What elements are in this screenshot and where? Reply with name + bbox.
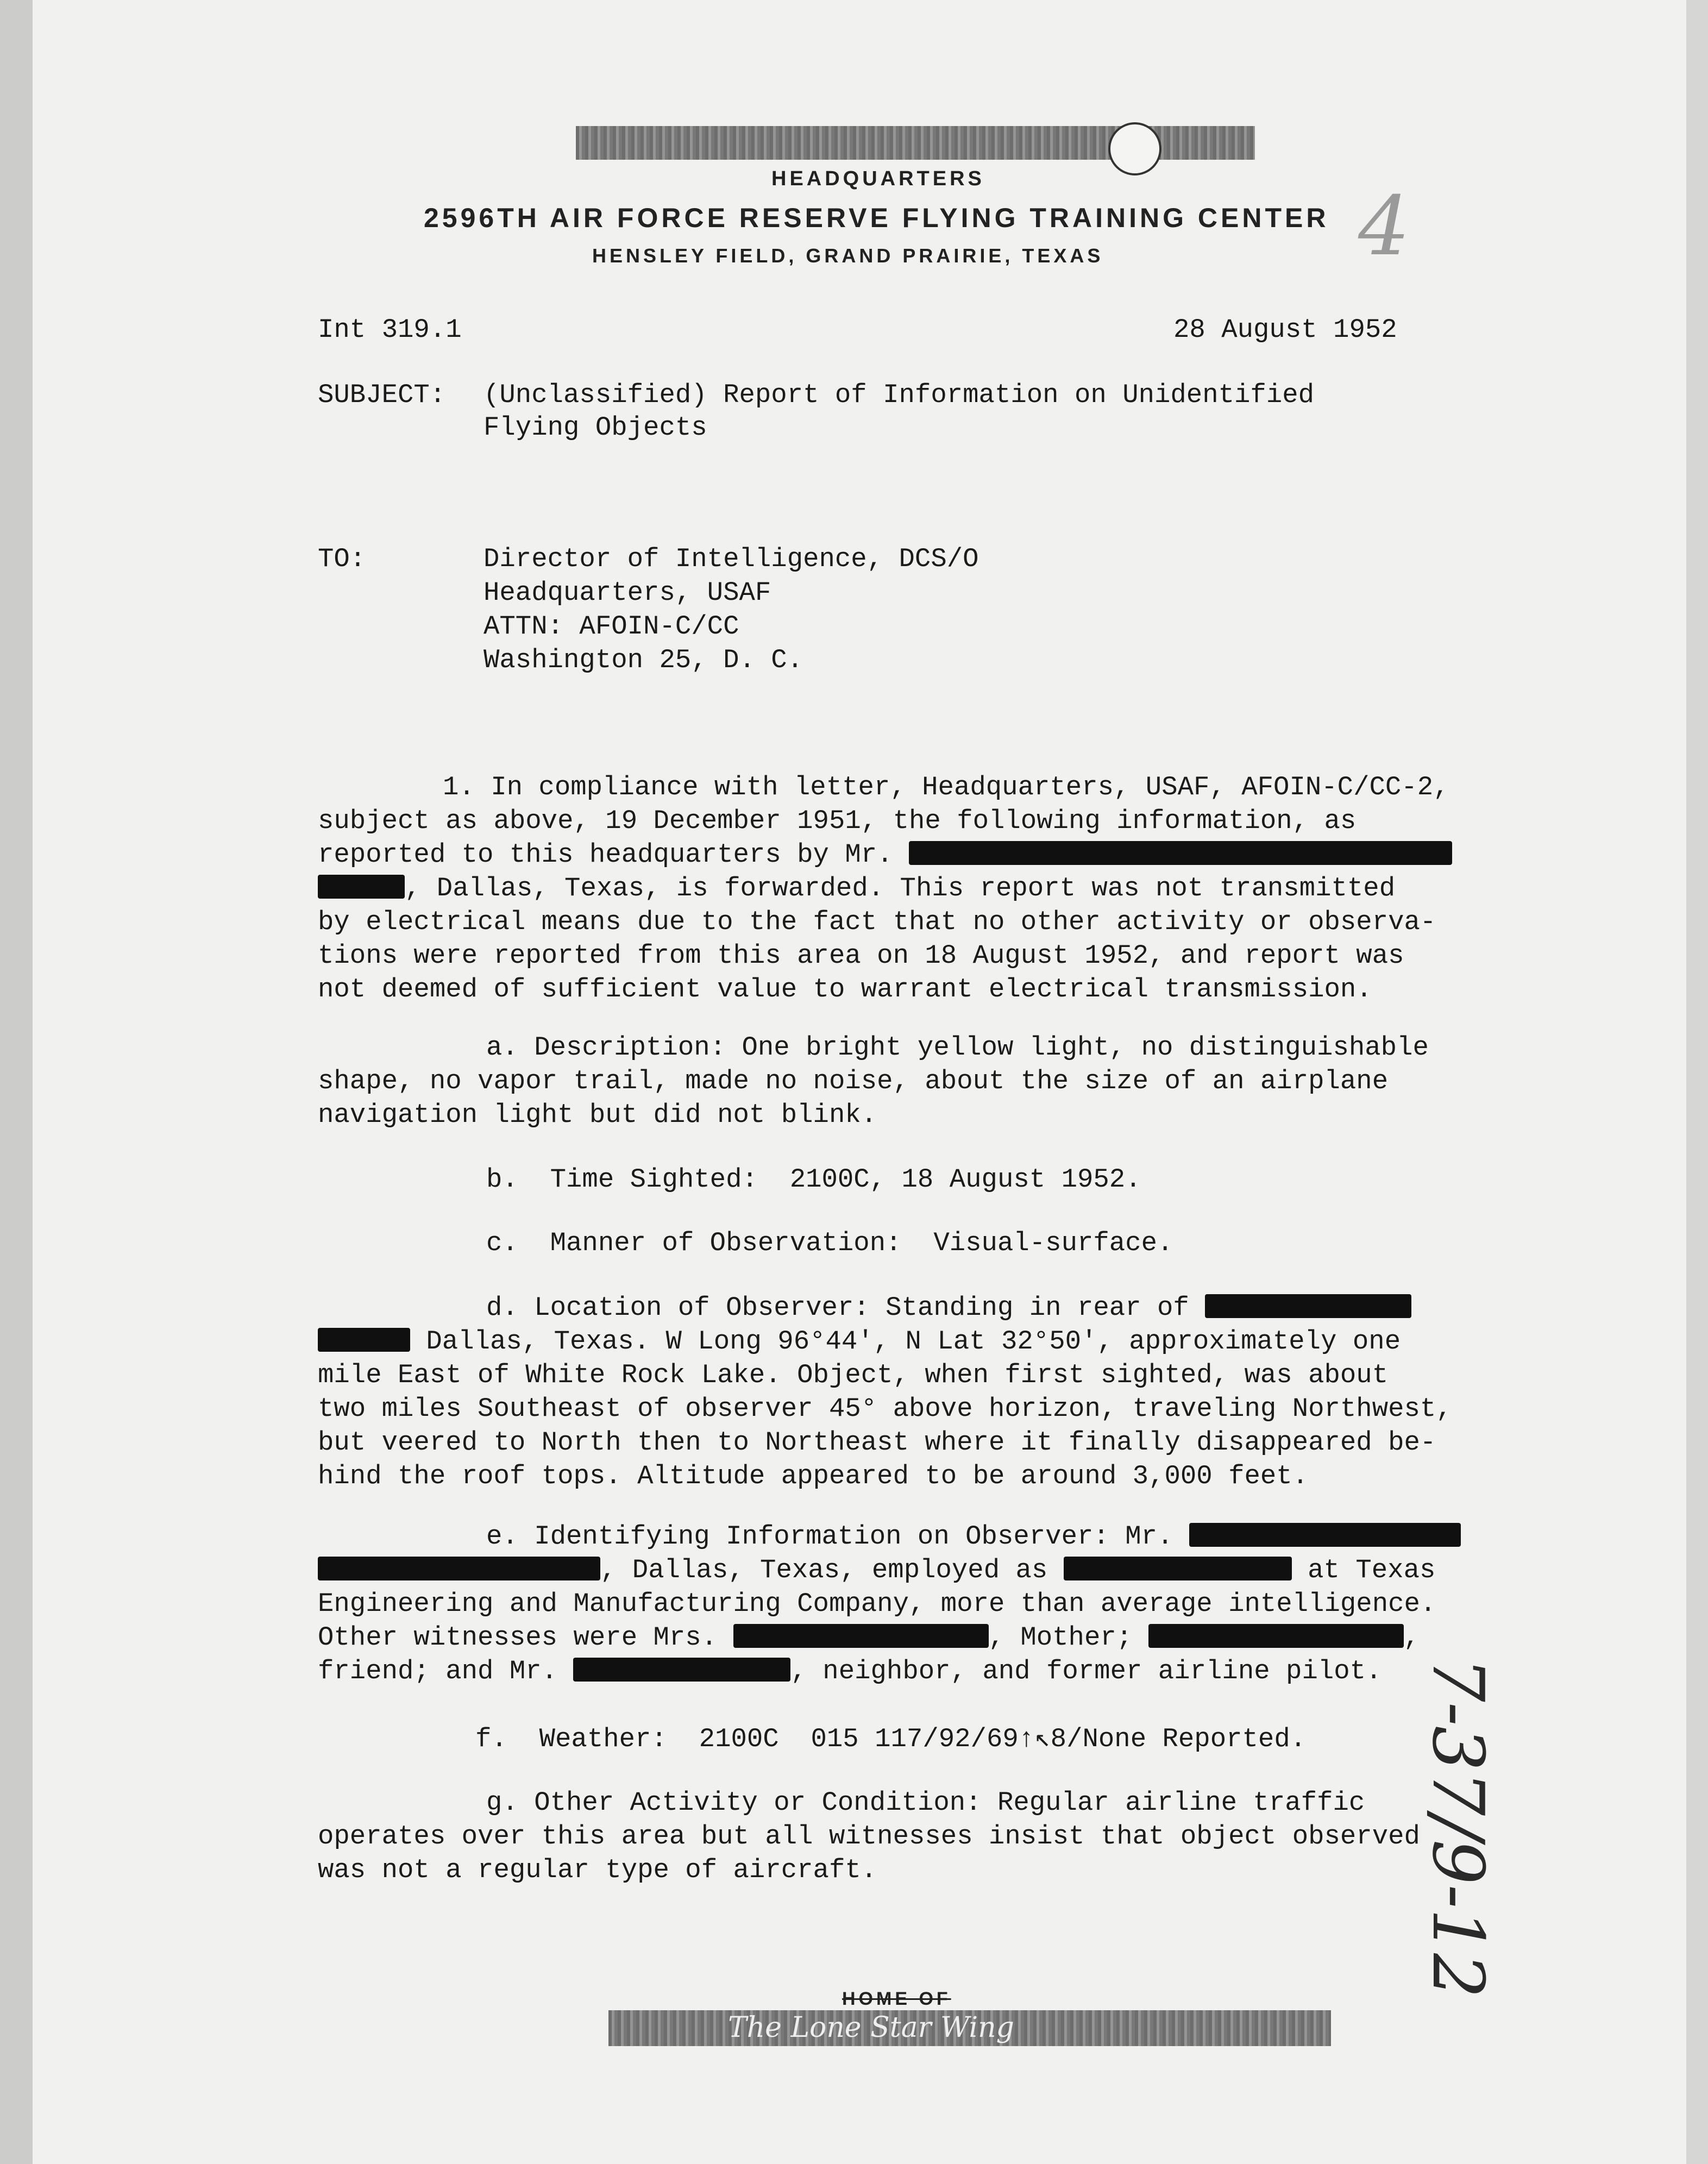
paragraph-e xyxy=(318,1520,1461,1688)
paragraph-g xyxy=(318,1786,1420,1887)
top-right-handwritten-mark: 4 xyxy=(1358,179,1410,274)
paragraph-1 xyxy=(318,770,1452,1006)
a-line: a. Description: One bright yellow light, no distinguishable xyxy=(486,1032,1429,1063)
redaction-bar xyxy=(1064,1557,1292,1580)
d-line-with-redaction xyxy=(318,1325,1452,1358)
e-line-text: , xyxy=(1403,1622,1420,1653)
e-line-text: Other witnesses were Mrs. xyxy=(318,1622,718,1653)
e-line-with-redaction xyxy=(318,1520,1461,1553)
scan-edge-left xyxy=(0,0,33,2164)
addressee-line: Headquarters, USAF xyxy=(483,578,771,608)
file-reference: Int 319.1 xyxy=(318,315,462,345)
e-line-text: at Texas xyxy=(1308,1555,1436,1585)
e-line: Engineering and Manufacturing Company, more than average intelligence. xyxy=(318,1589,1436,1619)
e-line-text: , Mother; xyxy=(988,1622,1133,1653)
letterhead-location: HENSLEY FIELD, GRAND PRAIRIE, TEXAS xyxy=(592,244,1104,267)
p1-line: subject as above, 19 December 1951, the following information, as xyxy=(318,806,1357,836)
e-line-text: , neighbor, and former airline pilot. xyxy=(790,1656,1382,1686)
p1-line-text: , Dallas, Texas, is forwarded. This report was not transmitted xyxy=(405,873,1396,904)
d-line: but veered to North then to Northeast where it finally disappeared be- xyxy=(318,1427,1436,1458)
p1-line-with-redaction xyxy=(318,871,1452,905)
file-number-handwritten: 7-37/9-12 xyxy=(1417,1657,1499,1998)
addressee-line: ATTN: AFOIN-C/CC xyxy=(483,611,739,642)
e-line-text: , Dallas, Texas, employed as xyxy=(600,1555,1048,1585)
d-line-text: Dallas, Texas. W Long 96°44', N Lat 32°50', approximately one xyxy=(410,1326,1401,1357)
e-line-text: friend; and Mr. xyxy=(318,1656,558,1686)
subject-line-1: (Unclassified) Report of Information on Unidentified xyxy=(483,380,1315,410)
e-line-text: e. Identifying Information on Observer: Mr. xyxy=(486,1521,1173,1552)
document-page xyxy=(33,0,1686,2164)
footer-motto: The Lone Star Wing xyxy=(728,2011,1014,2044)
redaction-bar xyxy=(733,1624,989,1648)
redaction-bar xyxy=(318,1557,600,1580)
redaction-bar xyxy=(1148,1624,1404,1648)
redaction-bar xyxy=(318,875,405,899)
p1-line: by electrical means due to the fact that no other activity or observa- xyxy=(318,907,1436,937)
paragraph-c: c. Manner of Observation: Visual-surface. xyxy=(486,1228,1173,1258)
g-line: was not a regular type of aircraft. xyxy=(318,1855,877,1885)
e-line-with-redaction xyxy=(318,1621,1461,1654)
subject-line-2: Flying Objects xyxy=(483,412,707,443)
d-line: mile East of White Rock Lake. Object, when first sighted, was about xyxy=(318,1360,1389,1390)
d-line-with-redaction xyxy=(318,1291,1452,1325)
redaction-bar xyxy=(573,1658,790,1682)
p1-line-text: reported to this headquarters by Mr. xyxy=(318,839,893,870)
subject-label: SUBJECT: xyxy=(318,380,446,410)
paragraph-b: b. Time Sighted: 2100C, 18 August 1952. xyxy=(486,1164,1141,1195)
letterhead-unit: 2596TH AIR FORCE RESERVE FLYING TRAINING CENTER xyxy=(424,203,1329,233)
g-line: g. Other Activity or Condition: Regular airline traffic xyxy=(486,1787,1365,1818)
scan-edge-right xyxy=(1686,0,1708,2164)
e-line-with-redaction xyxy=(318,1654,1461,1688)
d-line: hind the roof tops. Altitude appeared to be around 3,000 feet. xyxy=(318,1461,1309,1491)
addressee-line: Washington 25, D. C. xyxy=(483,645,803,675)
redaction-bar xyxy=(318,1328,410,1352)
paragraph-f: f. Weather: 2100C 015 117/92/69↑↖8/None Reported. xyxy=(475,1724,1307,1754)
paragraph-a xyxy=(318,1031,1429,1132)
footer-home-of: HOME OF xyxy=(842,1989,951,2009)
p1-line: tions were reported from this area on 18 August 1952, and report was xyxy=(318,940,1404,971)
seal-mark xyxy=(1108,122,1161,175)
a-line: shape, no vapor trail, made no noise, about the size of an airplane xyxy=(318,1066,1389,1096)
a-line: navigation light but did not blink. xyxy=(318,1100,877,1130)
addressee-line: Director of Intelligence, DCS/O xyxy=(483,544,979,574)
addressee-block xyxy=(483,542,979,677)
g-line: operates over this area but all witnesses insist that object observed xyxy=(318,1821,1420,1852)
letterhead-headquarters: HEADQUARTERS xyxy=(771,167,985,190)
paragraph-d xyxy=(318,1291,1452,1493)
to-label: TO: xyxy=(318,544,366,574)
d-line-text: d. Location of Observer: Standing in rear of xyxy=(486,1293,1189,1323)
document-date: 28 August 1952 xyxy=(1173,315,1397,345)
redaction-bar xyxy=(909,841,1452,865)
e-line-with-redaction xyxy=(318,1553,1461,1587)
redaction-bar xyxy=(1205,1294,1411,1318)
d-line: two miles Southeast of observer 45° above horizon, traveling Northwest, xyxy=(318,1394,1452,1424)
p1-line-with-redaction xyxy=(318,838,1452,871)
p1-line: not deemed of sufficient value to warrant electrical transmission. xyxy=(318,974,1372,1005)
p1-line: 1. In compliance with letter, Headquarters, USAF, AFOIN-C/CC-2, xyxy=(443,772,1449,802)
redaction-bar xyxy=(1189,1523,1461,1547)
